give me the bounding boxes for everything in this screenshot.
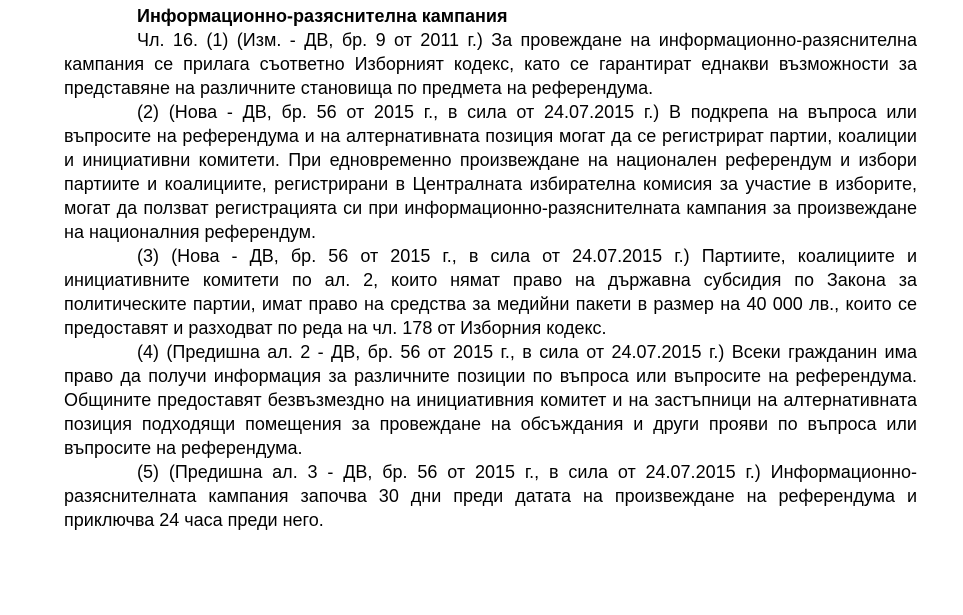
article-heading: Информационно-разяснителна кампания	[137, 6, 508, 26]
paragraph-4: (4) (Предишна ал. 2 - ДВ, бр. 56 от 2015 г., в сила от 24.07.2015 г.) Всеки гражданин има право да получи информация за различните позиции по въпроса или въпросите на референдума. Общините предоставят безвъзмездно на инициативния комитет и на застъпници на алтернативната позиция подходящи помещения за провеждане на обсъждания и други прояви по въпроса или въпросите на референдума.	[64, 342, 917, 458]
document-body	[64, 4, 917, 532]
paragraph-3: (3) (Нова - ДВ, бр. 56 от 2015 г., в сила от 24.07.2015 г.) Партиите, коалициите и инициативните комитети по ал. 2, които нямат право на държавна субсидия по Закона за политическите партии, имат право на средства за медийни пакети в размер на 40 000 лв., които се предоставят и разходват по реда на чл. 178 от Изборния кодекс.	[64, 246, 917, 338]
paragraph-1: Чл. 16. (1) (Изм. - ДВ, бр. 9 от 2011 г.) За провеждане на информационно-разяснителна кампания се прилага съответно Изборният кодекс, като се гарантират еднакви възможности за представяне на различните становища по предмета на референдума.	[64, 30, 917, 98]
paragraph-5: (5) (Предишна ал. 3 - ДВ, бр. 56 от 2015 г., в сила от 24.07.2015 г.) Информационно-разяснителната кампания започва 30 дни преди датата на произвеждане на референдума и приключва 24 часа преди него.	[64, 462, 917, 530]
paragraph-2: (2) (Нова - ДВ, бр. 56 от 2015 г., в сила от 24.07.2015 г.) В подкрепа на въпроса или въпросите на референдума и на алтернативната позиция могат да се регистрират партии, коалиции и инициативни комитети. При едновременно произвеждане на национален референдум и избори партиите и коалициите, регистрирани в Централната избирателна комисия за участие в изборите, могат да ползват регистрацията си при информационно-разяснителната кампания за произвеждане на националния референдум.	[64, 102, 917, 242]
